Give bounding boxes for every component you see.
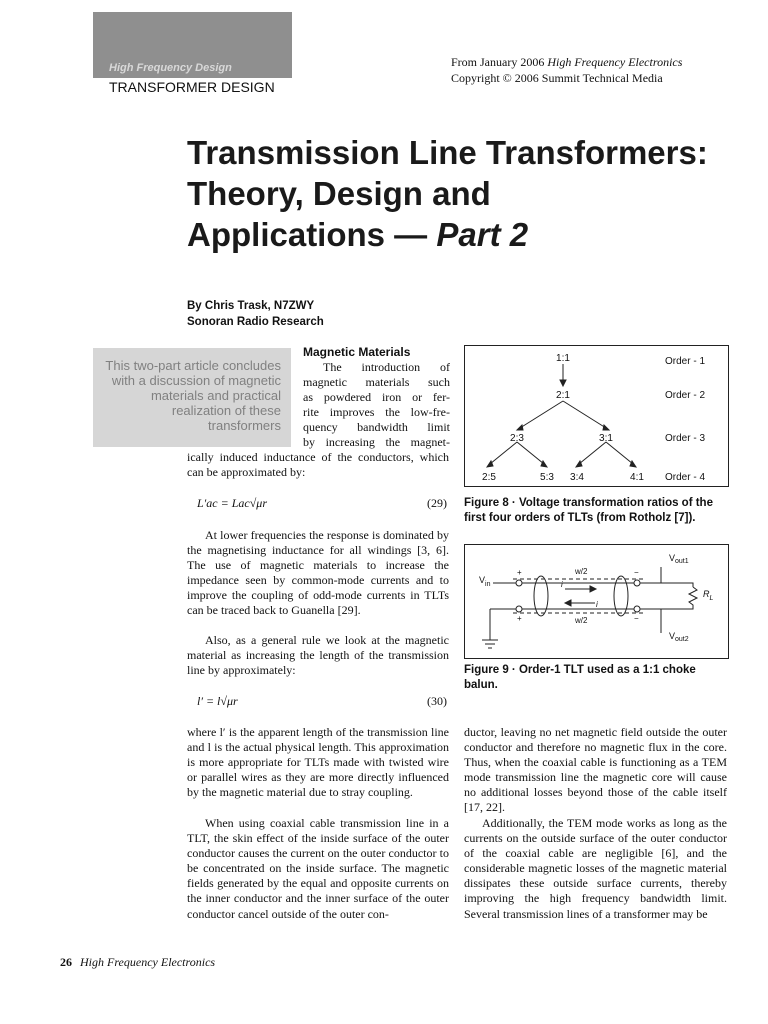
footer-journal: High Frequency Electronics bbox=[80, 955, 216, 969]
branch-line bbox=[606, 442, 633, 464]
ratio-node: 3:1 bbox=[599, 433, 613, 444]
source-line bbox=[451, 55, 682, 70]
branch-line bbox=[490, 442, 517, 464]
rl-label: $R_L$ bbox=[703, 589, 714, 602]
intro-text bbox=[303, 360, 450, 451]
current-bottom-label: i bbox=[596, 600, 598, 609]
minus-sign: − bbox=[634, 614, 639, 623]
ratio-node: 5:3 bbox=[540, 472, 554, 483]
order-label: Order - 1 bbox=[665, 356, 706, 367]
arrow-head bbox=[590, 586, 596, 592]
equation-29: L′ac = Lac√μr bbox=[197, 496, 268, 510]
page-footer bbox=[60, 955, 215, 970]
intro-line: by increasing the magnet- bbox=[303, 435, 450, 450]
figure-8-caption: Figure 8 · Voltage transformation ratios of the first four orders of TLTs (from Rotholz [7]). bbox=[464, 497, 713, 524]
title-line-3-text: Applications — bbox=[187, 216, 437, 253]
page-number: 26 bbox=[60, 955, 72, 969]
pull-quote-text: This two-part article concludes with a discussion of magnetic materials and practical realization of these transformers bbox=[105, 358, 281, 433]
intro-line: magnetic materials such bbox=[303, 375, 450, 390]
terminal bbox=[634, 580, 640, 586]
section-label: High Frequency Design bbox=[109, 62, 232, 74]
arrow-head bbox=[565, 600, 571, 606]
intro-line: rite improves the low-fre- bbox=[303, 405, 450, 420]
plus-sign: + bbox=[517, 614, 522, 623]
title-line-3 bbox=[187, 214, 747, 255]
section-banner bbox=[93, 12, 292, 78]
figure-8-diagram bbox=[465, 346, 728, 486]
figure-9 bbox=[464, 544, 729, 659]
current-top-label: i bbox=[561, 580, 563, 589]
load-resistor bbox=[661, 587, 697, 609]
branch-line bbox=[520, 401, 563, 428]
wire bbox=[640, 609, 661, 633]
author-name: By Chris Trask, N7ZWY bbox=[187, 300, 315, 312]
ratio-node: 2:5 bbox=[482, 472, 496, 483]
paragraph: where l′ is the apparent length of the transmission line and l is the actual physical length. This approximation is more appropriate for TLTs made with twisted wire or parallel wires as they are more directly influenced by the magnetic material due to stray coupling. bbox=[187, 725, 449, 800]
title-line-1: Transmission Line Transformers: bbox=[187, 134, 708, 171]
equation-30-number: (30) bbox=[427, 694, 447, 708]
author-affiliation: Sonoran Radio Research bbox=[187, 316, 324, 328]
order-label: Order - 3 bbox=[665, 433, 706, 444]
arrow-head bbox=[517, 425, 523, 430]
intro-line: The introduction of bbox=[323, 360, 450, 374]
minus-sign: − bbox=[634, 568, 639, 577]
core-right bbox=[614, 576, 628, 616]
branch-line bbox=[579, 442, 606, 464]
pull-quote bbox=[93, 348, 291, 447]
paragraph: ductor, leaving no net magnetic field outside the outer conductor and therefore no magnetic flux in the core. Thus, when the coaxial cable is functioning as a TEM mode transmission line the magnetic core will cause no additional losses beyond those of the cable itself [17, 22]. bbox=[464, 725, 727, 815]
plus-sign: + bbox=[517, 568, 522, 577]
branch-line bbox=[517, 442, 544, 464]
paragraph: Additionally, the TEM mode works as long as the currents on the outside surface of the outer conductor of the coaxial cable are negligible [6], and the considerable magnetic losses of the magnetic material dissipates these outside surface currents, thereby improving the high frequency bandwidth limit. Several transmission lines of a transformer may be bbox=[464, 816, 727, 921]
branch-line bbox=[563, 401, 606, 428]
order-label: Order - 4 bbox=[665, 472, 706, 483]
vout2-label: $V_{out2}$ bbox=[669, 631, 689, 643]
intro-continuation: ically induced inductance of the conductors, which can be approximated by: bbox=[187, 450, 449, 480]
paragraph: At lower frequencies the response is dominated by the magnetising inductance for all windings [3, 6]. The use of magnetic materials to increase the impedance seen by common-mode currents and to improve the coupling of odd-mode currents in TLTs can be traced back to Guanella [29]. bbox=[187, 528, 449, 618]
core-left bbox=[534, 576, 548, 616]
intro-line: quency bandwidth limit bbox=[303, 420, 450, 435]
source-prefix: From January 2006 bbox=[451, 55, 548, 69]
byline bbox=[187, 298, 324, 330]
source-journal: High Frequency Electronics bbox=[547, 55, 683, 69]
w2-bottom-label: w/2 bbox=[575, 616, 588, 625]
title-line-2: Theory, Design and bbox=[187, 175, 491, 212]
order-label: Order - 2 bbox=[665, 390, 706, 401]
w2-top-label: w/2 bbox=[575, 567, 588, 576]
ratio-node: 2:3 bbox=[510, 433, 524, 444]
copyright-line: Copyright © 2006 Summit Technical Media bbox=[451, 71, 663, 85]
terminal bbox=[516, 580, 522, 586]
title-part: Part 2 bbox=[436, 216, 529, 253]
wire bbox=[640, 567, 661, 583]
equation-30: l′ = l√μr bbox=[197, 694, 238, 708]
equation-29-number: (29) bbox=[427, 496, 447, 510]
figure-8 bbox=[464, 345, 729, 487]
vin-label: $V_{in}$ bbox=[479, 575, 491, 588]
article-title bbox=[187, 132, 747, 255]
paragraph: When using coaxial cable transmission line in a TLT, the skin effect of the inside surface of the outer conductor causes the current on the outer conductor to be concentrated on the inside surface. The magnetic fields generated by the equal and opposite currents on the inner conductor and the inner surface of the outer conductor cancel outside of the outer con- bbox=[187, 816, 449, 921]
subsection-label: TRANSFORMER DESIGN bbox=[109, 79, 275, 95]
figure-9-schematic bbox=[465, 545, 728, 658]
section-heading: Magnetic Materials bbox=[303, 345, 411, 359]
terminal bbox=[516, 606, 522, 612]
arrow-head bbox=[603, 425, 609, 430]
vout1-label: $V_{out1}$ bbox=[669, 553, 689, 565]
terminal bbox=[634, 606, 640, 612]
ratio-node: 2:1 bbox=[556, 390, 570, 401]
ratio-node: 4:1 bbox=[630, 472, 644, 483]
ratio-node: 3:4 bbox=[570, 472, 584, 483]
intro-line: as powdered iron or fer- bbox=[303, 390, 450, 405]
ratio-node: 1:1 bbox=[556, 353, 570, 364]
figure-9-caption: Figure 9 · Order-1 TLT used as a 1:1 choke balun. bbox=[464, 664, 696, 691]
paragraph: Also, as a general rule we look at the magnetic material as increasing the length of the transmission line by approximately: bbox=[187, 633, 449, 678]
arrow-head bbox=[560, 380, 566, 386]
wire bbox=[661, 583, 693, 587]
